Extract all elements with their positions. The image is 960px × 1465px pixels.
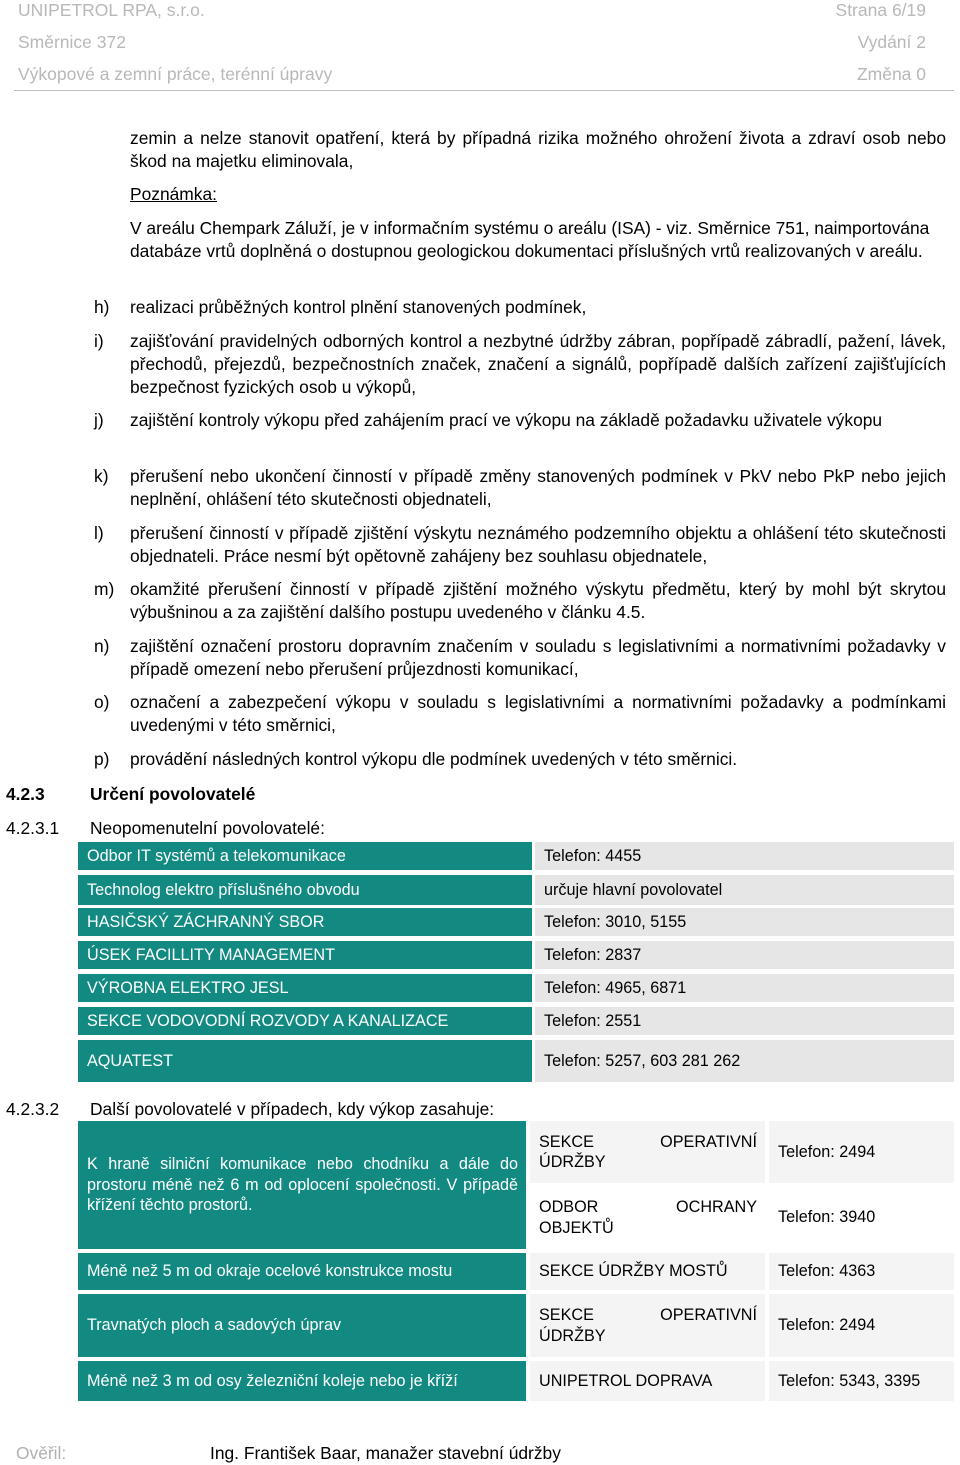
permitter-name-cell: AQUATEST: [78, 1040, 532, 1082]
condition-cell: [78, 1361, 526, 1401]
item-label: j): [94, 410, 104, 430]
permitter-name-cell: HASIČSKÝ ZÁCHRANNÝ SBOR: [78, 908, 532, 936]
header-row-3: [18, 64, 926, 85]
header-row-2: [18, 32, 926, 53]
permitter-phone-cell: Telefon: 2551: [535, 1007, 954, 1035]
subsection-heading-2: [6, 1099, 495, 1120]
unit-name: ODBOR OCHRANY OBJEKTŮ: [539, 1198, 757, 1237]
item-label: n): [94, 636, 110, 656]
condition-text: Méně než 3 m od osy železniční koleje nebo je kříží: [87, 1371, 458, 1390]
change-number: Změna 0: [856, 64, 926, 84]
permitter-name-cell: Odbor IT systémů a telekomunikace: [78, 842, 532, 870]
note-text: V areálu Chempark Záluží, je v informačním systému o areálu (ISA) - viz. Směrnice 751, naimportována databáze vrtů doplněná o dostupnou geologickou dokumentaci příslušných vrtů realizovaných v areálu.: [130, 218, 930, 261]
unit-phone-cell: Telefon: 3940: [769, 1186, 954, 1249]
unit-cell: [530, 1186, 765, 1249]
section-title: Určení povolovatelé: [90, 784, 256, 804]
unit-cell: [530, 1253, 765, 1290]
unit-phone-cell: Telefon: 4363: [769, 1253, 954, 1290]
footer-label: Ověřil:: [16, 1443, 67, 1463]
item-text: přerušení činností v případě zjištění výskytu neznámého podzemního objektu a ohlášení této skutečnosti objednateli. Práce nesmí být opětovně zahájeny bez souhlasu objednatele,: [130, 523, 946, 566]
item-text: provádění následných kontrol výkopu dle podmínek uvedených v této směrnici.: [130, 749, 738, 769]
permitter-phone-cell: určuje hlavní povolovatel: [535, 875, 954, 905]
condition-text: Travnatých ploch a sadových úprav: [87, 1316, 342, 1335]
unit-cell: [530, 1361, 765, 1401]
item-text: zajištění označení prostoru dopravním značením v souladu s legislativními a normativními požadavky v případě omezení nebo přerušení průjezdnosti komunikací,: [130, 636, 946, 679]
subsection-title-1: Neopomenutelní povolovatelé:: [90, 818, 325, 838]
section-heading: [6, 784, 256, 805]
issue-number: Vydání 2: [857, 32, 926, 52]
header-row-1: [18, 0, 926, 21]
subsection-heading-1: [6, 818, 325, 839]
item-text: označení a zabezpečení výkopu v souladu s legislativními a normativními požadavky a podmínkami uvedenými v této směrnici,: [130, 692, 946, 735]
note-label: Poznámka:: [130, 184, 217, 204]
condition-cell: [78, 1121, 526, 1249]
item-text: okamžité přerušení činností v případě zjištění možného výskytu předmětu, který by mohl být skrytou výbušninou a za zajištění dalšího postupu uvedeného v článku 4.5.: [130, 579, 946, 622]
unit-phone-cell: Telefon: 2494: [769, 1294, 954, 1357]
permitter-phone-cell: Telefon: 2837: [535, 941, 954, 969]
company-name: UNIPETROL RPA, s.r.o.: [18, 0, 205, 20]
permitter-phone-cell: Telefon: 4965, 6871: [535, 974, 954, 1002]
permitter-name-cell: SEKCE VODOVODNÍ ROZVODY A KANALIZACE: [78, 1007, 532, 1035]
subsection-number-1: 4.2.3.1: [6, 818, 60, 838]
item-label: m): [94, 579, 115, 599]
permitter-phone-cell: Telefon: 5257, 603 281 262: [535, 1040, 954, 1082]
item-label: i): [94, 331, 104, 351]
unit-name: UNIPETROL DOPRAVA: [539, 1371, 713, 1390]
item-label: p): [94, 749, 110, 769]
unit-phone-cell: Telefon: 5343, 3395: [769, 1361, 954, 1401]
item-text: realizaci průběžných kontrol plnění stanovených podmínek,: [130, 297, 587, 317]
item-label: l): [94, 523, 104, 543]
unit-name: SEKCE OPERATIVNÍ ÚDRŽBY: [539, 1306, 757, 1345]
condition-text: Méně než 5 m od okraje ocelové konstrukce mostu: [87, 1262, 453, 1281]
subsection-title-2: Další povolovatelé v případech, kdy výkop zasahuje:: [90, 1099, 495, 1119]
unit-name: SEKCE ÚDRŽBY MOSTŮ: [539, 1262, 728, 1281]
header-divider: [14, 90, 954, 91]
item-text: zajišťování pravidelných odborných kontrol a nezbytné údržby zábran, popřípadě zábradlí, pažení, lávek, přechodů, přejezdů, bezpečnostních značek, značení a signálů, popřípadě dalších zařízení zajišťujících bezpečnost fyzických osob u výkopů,: [130, 331, 946, 397]
item-label: o): [94, 692, 110, 712]
permitter-name-cell: Technolog elektro příslušného obvodu: [78, 875, 532, 905]
item-text: přerušení nebo ukončení činností v případě změny stanovených podmínek v PkV nebo PkP nebo jejich neplnění, ohlášení této skutečnosti objednateli,: [130, 466, 946, 509]
intro-paragraph: zemin a nelze stanovit opatření, která by případná rizika možného ohrožení života a zdraví osob nebo škod na majetku eliminovala,: [130, 128, 946, 171]
document-subject: Výkopové a zemní práce, terénní úpravy: [18, 64, 333, 84]
item-label: k): [94, 466, 109, 486]
item-text: zajištění kontroly výkopu před zahájením prací ve výkopu na základě požadavku uživatele výkopu: [130, 410, 883, 430]
condition-text: K hraně silniční komunikace nebo chodníku a dále do prostoru méně než 6 m od oplocení společnosti. V případě křížení těchto prostorů.: [87, 1155, 518, 1215]
section-number: 4.2.3: [6, 784, 45, 804]
permitter-phone-cell: Telefon: 3010, 5155: [535, 908, 954, 936]
permitter-name-cell: ÚSEK FACILLITY MANAGEMENT: [78, 941, 532, 969]
page-number: Strana 6/19: [835, 0, 926, 20]
unit-cell: [530, 1294, 765, 1357]
unit-phone-cell: Telefon: 2494: [769, 1121, 954, 1183]
unit-name: SEKCE OPERATIVNÍ ÚDRŽBY: [539, 1132, 757, 1171]
permitter-name-cell: VÝROBNA ELEKTRO JESL: [78, 974, 532, 1002]
item-label: h): [94, 297, 110, 317]
subsection-number-2: 4.2.3.2: [6, 1099, 60, 1119]
directive-number: Směrnice 372: [18, 32, 126, 52]
permitter-phone-cell: Telefon: 4455: [535, 842, 954, 870]
footer-name: Ing. František Baar, manažer stavební údržby: [210, 1443, 561, 1463]
condition-cell: [78, 1294, 526, 1357]
condition-cell: [78, 1253, 526, 1290]
unit-cell: [530, 1121, 765, 1183]
